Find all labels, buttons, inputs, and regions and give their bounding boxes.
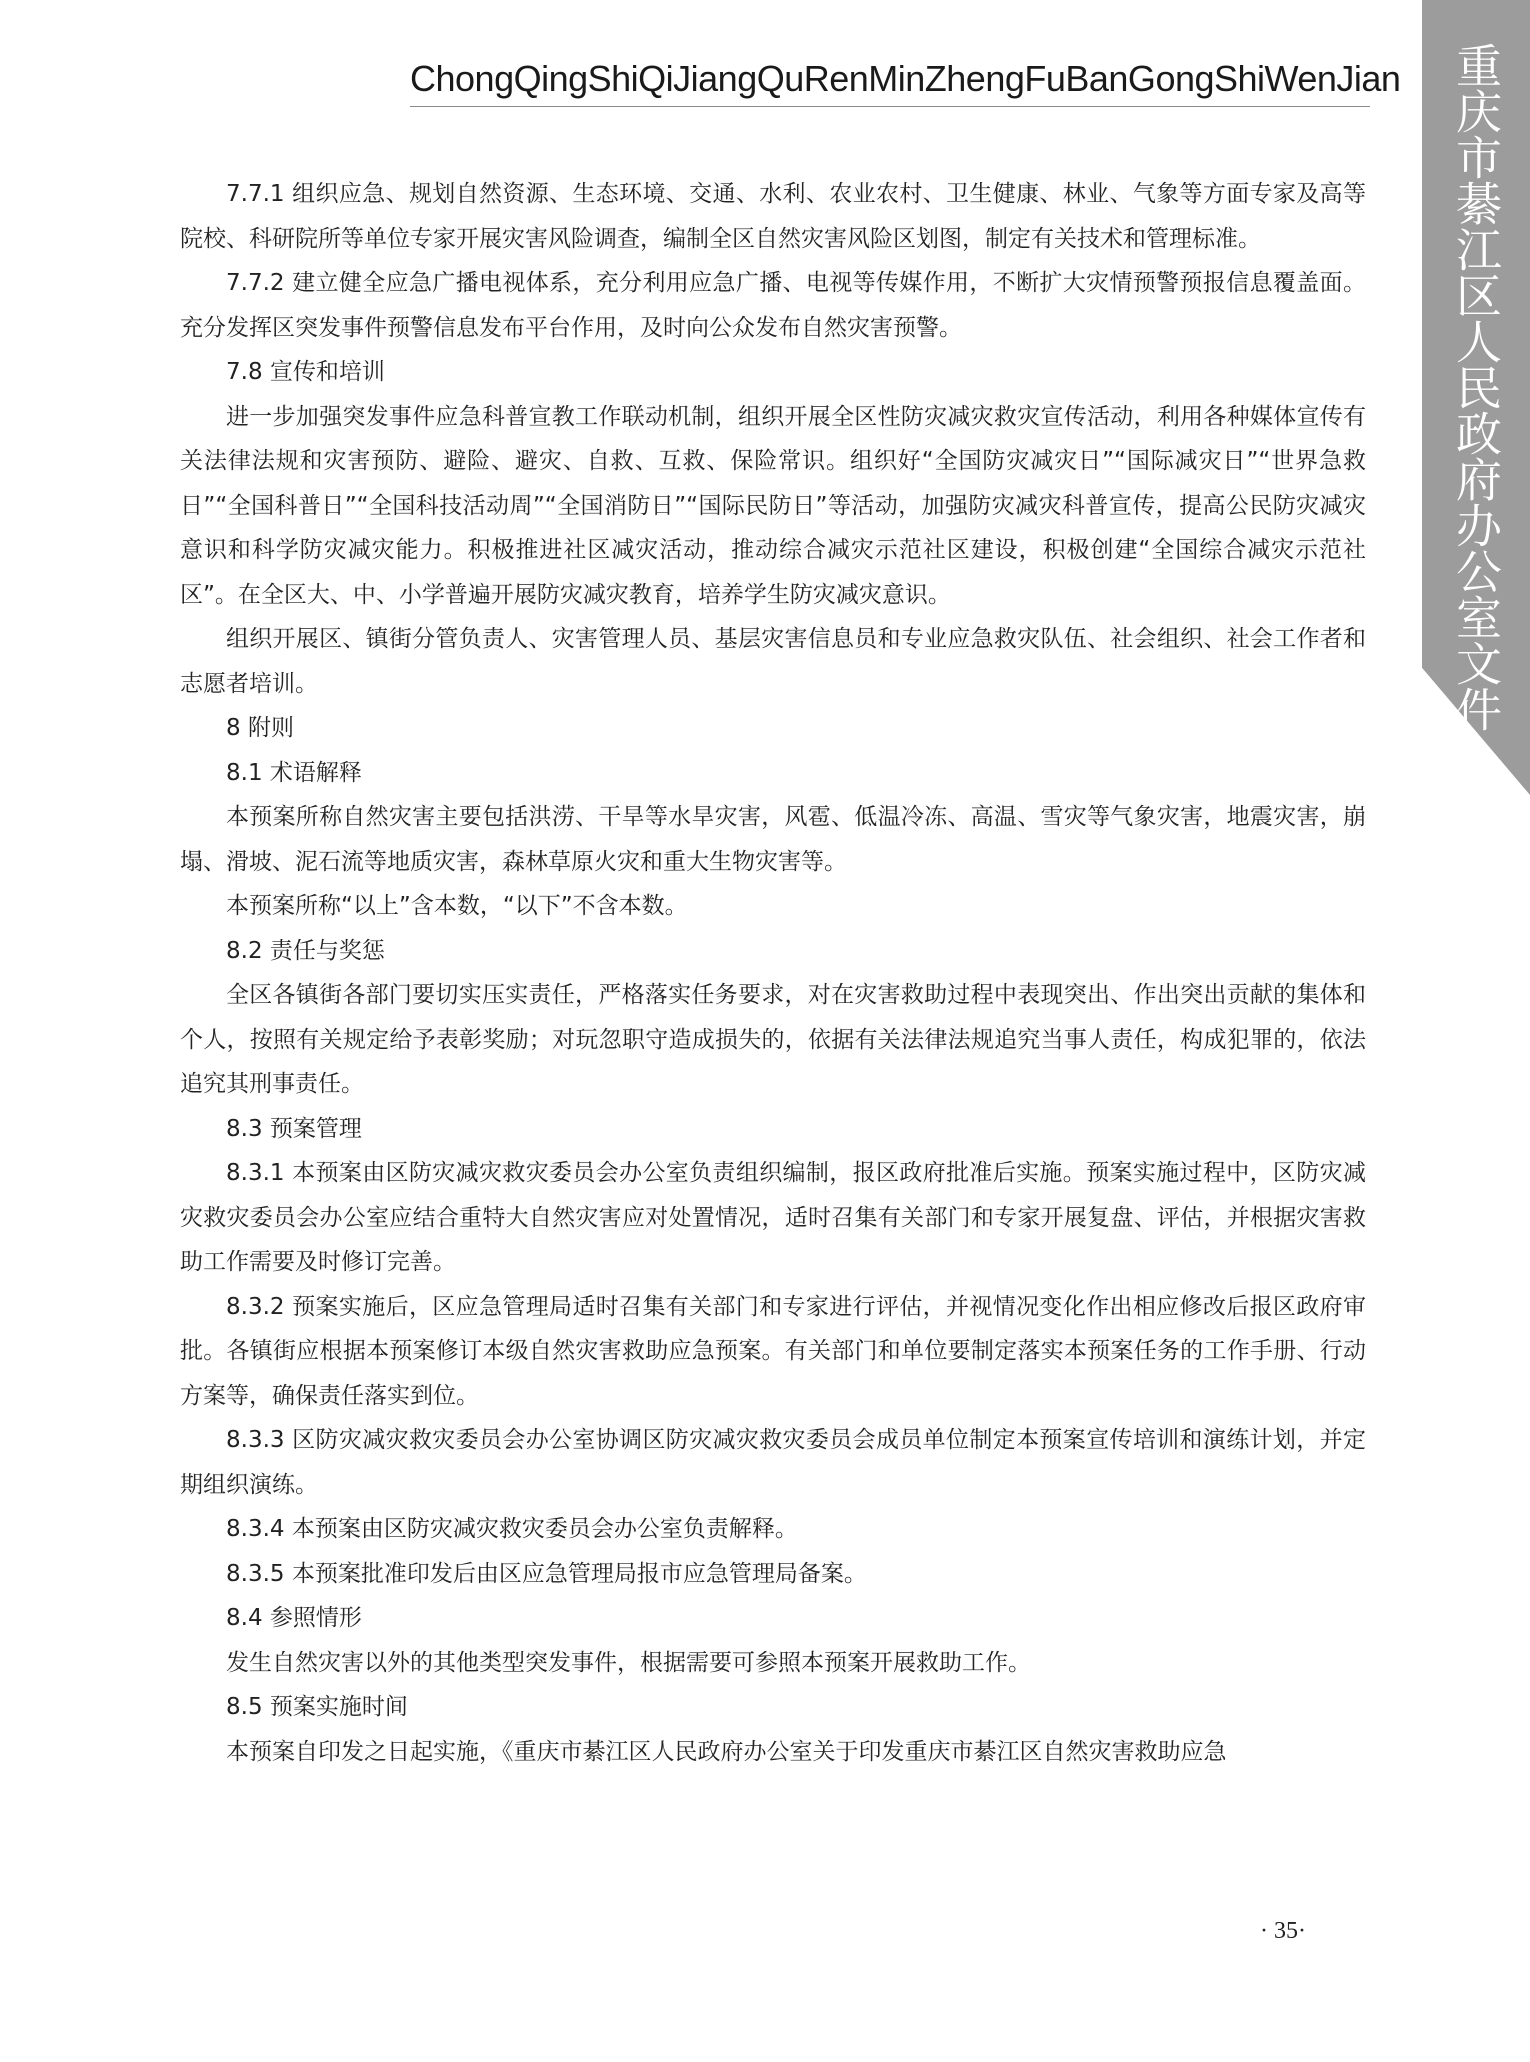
paragraph: 全区各镇街各部门要切实压实责任，严格落实任务要求，对在灾害救助过程中表现突出、作出突出贡献的集体和个人，按照有关规定给予表彰奖励；对玩忽职守造成损失的，依据有关法律法规追究当事人责任，构成犯罪的，依法追究其刑事责任。 <box>180 982 1366 1097</box>
paragraph: 本预案自印发之日起实施，《重庆市綦江区人民政府办公室关于印发重庆市綦江区自然灾害救助应急 <box>226 1738 1227 1765</box>
document-body <box>180 172 1366 1774</box>
paragraph: 进一步加强突发事件应急科普宣教工作联动机制，组织开展全区性防灾减灾救灾宣传活动，利用各种媒体宣传有关法律法规和灾害预防、避险、避灾、自救、互救、保险常识。组织好“全国防灾减灾日”“国际减灾日”“世界急救日”“全国科普日”“全国科技活动周”“全国消防日”“国际民防日”等活动，加强防灾减灾科普宣传，提高公民防灾减灾意识和科学防灾减灾能力。积极推进社区减灾活动，推动综合减灾示范社区建设，积极创建“全国综合减灾示范社区”。在全区大、中、小学普遍开展防灾减灾教育，培养学生防灾减灾意识。 <box>180 403 1366 608</box>
paragraph: 8.3.4 本预案由区防灾减灾救灾委员会办公室负责解释。 <box>226 1516 798 1542</box>
paragraph: 7.7.2 建立健全应急广播电视体系，充分利用应急广播、电视等传媒作用，不断扩大灾情预警预报信息覆盖面。充分发挥区突发事件预警信息发布平台作用，及时向公众发布自然灾害预警。 <box>180 270 1366 341</box>
paragraph: 组织开展区、镇街分管负责人、灾害管理人员、基层灾害信息员和专业应急救灾队伍、社会组织、社会工作者和志愿者培训。 <box>180 626 1366 697</box>
section-heading: 8.1 术语解释 <box>226 759 362 786</box>
section-heading: 8.5 预案实施时间 <box>226 1694 408 1720</box>
paragraph: 7.7.1 组织应急、规划自然资源、生态环境、交通、水利、农业农村、卫生健康、林业、气象等方面专家及高等院校、科研院所等单位专家开展灾害风险调查，编制全区自然灾害风险区划图，制定有关技术和管理标准。 <box>180 181 1366 252</box>
side-title: 重庆市綦江区人民政府办公室文件 <box>1449 42 1503 732</box>
section-heading: 7.8 宣传和培训 <box>226 359 385 385</box>
header-title: ChongQingShiQiJiangQuRenMinZhengFuBanGongShiWenJian <box>410 58 1401 99</box>
section-heading: 8.3 预案管理 <box>226 1115 362 1142</box>
paragraph: 8.3.3 区防灾减灾救灾委员会办公室协调区防灾减灾救灾委员会成员单位制定本预案宣传培训和演练计划，并定期组织演练。 <box>180 1427 1366 1498</box>
page-number: · 35· <box>1260 1918 1306 1944</box>
section-heading: 8.4 参照情形 <box>226 1605 362 1631</box>
section-heading: 8 附则 <box>226 715 294 741</box>
paragraph: 8.3.2 预案实施后，区应急管理局适时召集有关部门和专家进行评估，并视情况变化作出相应修改后报区政府审批。各镇街应根据本预案修订本级自然灾害救助应急预案。有关部门和单位要制定落实本预案任务的工作手册、行动方案等，确保责任落实到位。 <box>180 1293 1366 1409</box>
paragraph: 本预案所称自然灾害主要包括洪涝、干旱等水旱灾害，风雹、低温冷冻、高温、雪灾等气象灾害，地震灾害，崩塌、滑坡、泥石流等地质灾害，森林草原火灾和重大生物灾害等。 <box>180 804 1366 875</box>
paragraph: 8.3.5 本预案批准印发后由区应急管理局报市应急管理局备案。 <box>226 1560 867 1587</box>
paragraph: 发生自然灾害以外的其他类型突发事件，根据需要可参照本预案开展救助工作。 <box>226 1649 1031 1676</box>
header-divider <box>410 106 1370 107</box>
paragraph: 8.3.1 本预案由区防灾减灾救灾委员会办公室负责组织编制，报区政府批准后实施。预案实施过程中，区防灾减灾救灾委员会办公室应结合重特大自然灾害应对处置情况，适时召集有关部门和专家开展复盘、评估，并根据灾害救助工作需要及时修订完善。 <box>180 1160 1366 1275</box>
section-heading: 8.2 责任与奖惩 <box>226 937 385 964</box>
paragraph: 本预案所称“以上”含本数，“以下”不含本数。 <box>226 893 688 919</box>
